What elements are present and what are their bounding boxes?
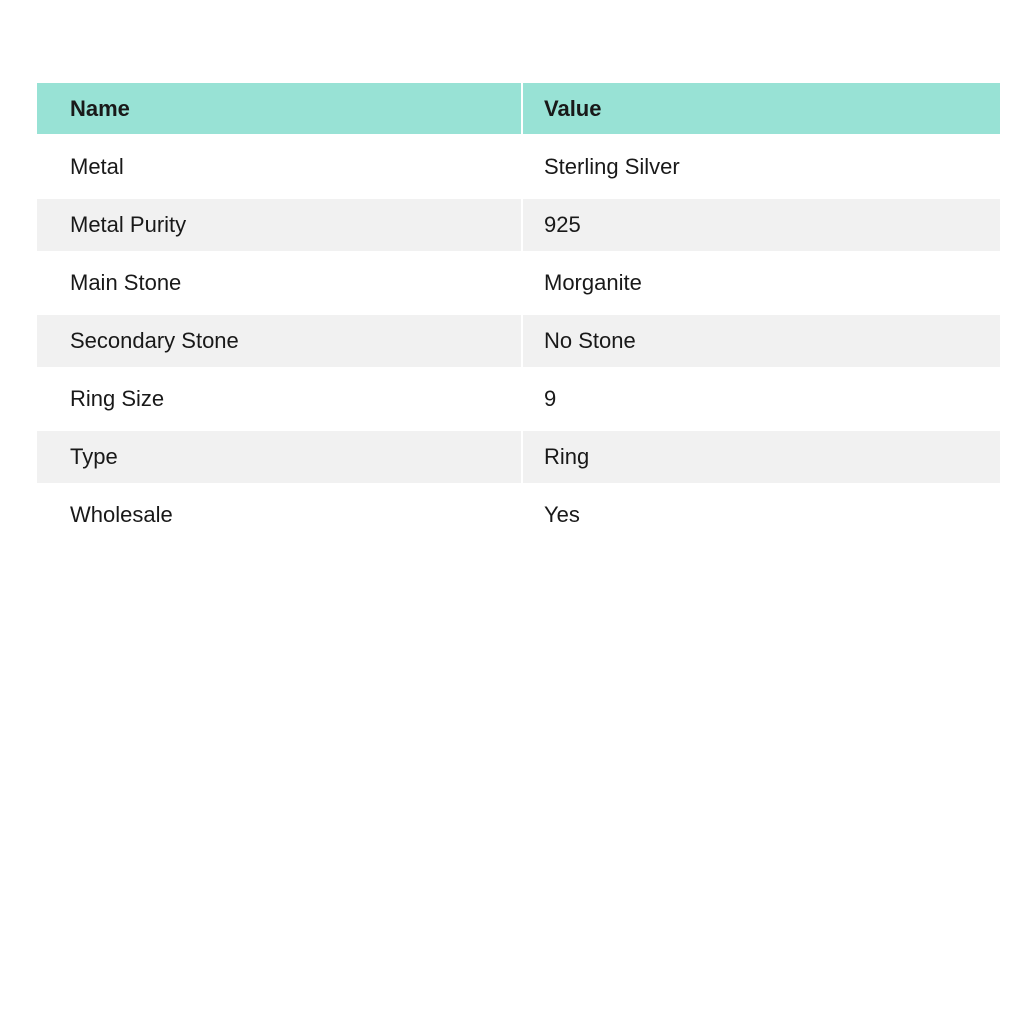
table-row [37,486,1000,544]
spec-name-cell: Metal Purity [37,199,523,251]
column-header-name: Name [37,83,523,134]
table-row [37,254,1000,312]
spec-value-cell: Morganite [544,270,642,295]
spec-value-cell: Sterling Silver [544,154,680,179]
spec-value-cell: Yes [544,502,580,527]
spec-value-cell: Ring [544,444,590,469]
table-row [37,428,1000,486]
table-body [37,138,1000,544]
table-row [37,196,1000,254]
spec-name-cell: Secondary Stone [37,315,523,367]
table-row [37,370,1000,428]
spec-value-cell: No Stone [544,328,636,353]
table-header-row [37,83,1000,134]
spec-name-cell: Ring Size [37,370,523,428]
spec-name-cell: Type [37,431,523,483]
table-row [37,138,1000,196]
column-header-value: Value [544,95,602,121]
spec-name-cell: Wholesale [37,486,523,544]
spec-name-cell: Metal [37,138,523,196]
spec-value-cell: 9 [544,386,557,411]
product-specs-table [37,83,1000,544]
spec-value-cell: 925 [544,212,581,237]
table-row [37,312,1000,370]
spec-name-cell: Main Stone [37,254,523,312]
